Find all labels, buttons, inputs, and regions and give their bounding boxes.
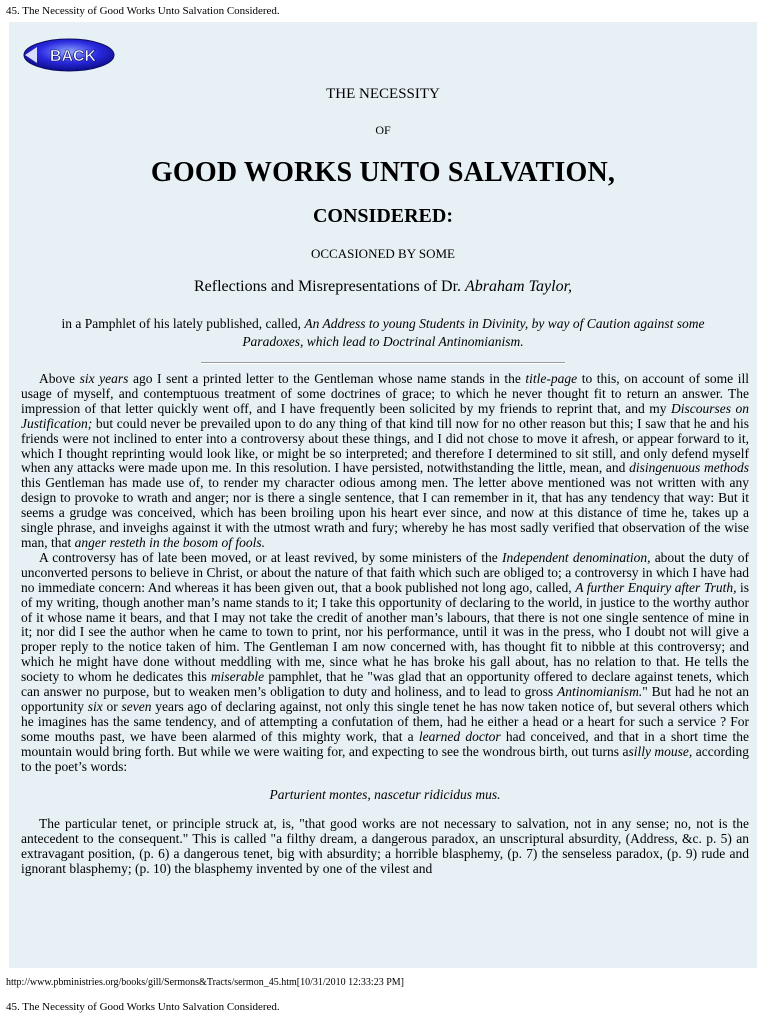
- back-button[interactable]: [23, 38, 115, 72]
- title-line-5: OCCASIONED BY SOME: [311, 246, 455, 261]
- footer-url: http://www.pbministries.org/books/gill/Sermons&Tracts/sermon_45.htm[10/31/2010 12:33:23 PM]: [6, 977, 404, 988]
- title-line-2: OF: [375, 123, 391, 137]
- latin-quote: Parturient montes, nascetur ridicidus mus.: [269, 787, 501, 803]
- paragraph-1: Above six years ago I sent a printed letter to the Gentleman whose name stands in the title-page to this, on account of some ill usage of myself, and contemptuous treatment of some doctrines of grace; to which he never thought fit to return an answer. The impression of that letter quickly went off, and I have frequently been solicited by my friends to reprint that, and my Discourses on Justification; but could never be prevailed upon to do any thing of that kind till now for no other reason but this; I saw that he and his friends were not inclined to enter into a controversy about these things, and I did not chose to move it afresh, or appear forward to it, which I thought reprinting would look like, or might be so interpreted; and therefore I determined to sit still, and only defend myself when any attacks were made upon me. In this resolution. I have persisted, notwithstanding the little, mean, and disingenuous methods this Gentleman has made use of, to render my character odious among men. The letter above mentioned was not written with any design to provoke to wrath and anger; nor is there a single sentence, that I can remember in it, that has any tendency that way: But it seems a grudge was conceived, which has been broiling upon his heart ever since, and now at this distance of time he, takes up a single phrase, and inveighs against it with the utmost wrath and fury; whereby he has most sadly verified that observation of the wise man, that anger resteth in the bosom of fools.: [21, 371, 749, 550]
- title-line-7: in a Pamphlet of his lately published, called, An Address to young Students in Divinity, by way of Caution against some Paradoxes, which lead to Doctrinal Antinomianism.: [61, 316, 705, 349]
- body-text: [21, 372, 749, 877]
- print-header: 45. The Necessity of Good Works Unto Salvation Considered.: [6, 5, 280, 17]
- back-button-label: BACK: [49, 48, 97, 65]
- paragraph-3: The particular tenet, or principle struck at, is, "that good works are not necessary to salvation, not in any sense; no, not is the antecedent to the consequent." This is called "a filthy dream, a dangerous paradox, an unscriptural absurdity, (Address, &c. p. 5) an extravagant position, (p. 6) a dangerous tenet, big with absurdity; a horrible blasphemy, (p. 7) the senseless paradox, (p. 9) rude and ignorant blasphemy; (p. 10) the blasphemy invented by one of the vilest and: [21, 816, 749, 877]
- title-line-1: THE NECESSITY: [326, 86, 440, 102]
- horizontal-rule: [201, 362, 565, 364]
- back-button-icon: [23, 38, 115, 72]
- title-line-6: Reflections and Misrepresentations of Dr. Abraham Taylor,: [193, 278, 573, 295]
- main-title: GOOD WORKS UNTO SALVATION,: [150, 157, 616, 188]
- subtitle-considered: CONSIDERED:: [312, 205, 454, 227]
- footer-title: 45. The Necessity of Good Works Unto Salvation Considered.: [6, 1001, 280, 1013]
- page-content-panel: [9, 22, 757, 968]
- paragraph-2: A controversy has of late been moved, or at least revived, by some ministers of the Independent denomination, about the duty of unconverted persons to believe in Christ, or about the nature of that faith which such are obliged to; a controversy in which I have had no immediate concern: And whereas it has been given out, that a book published not long ago, called, A further Enquiry after Truth, is of my writing, though another man’s name stands to it; I take this opportunity of declaring to the world, in justice to the worthy author of it whose name it bears, and that I may not take the credit of another man’s labours, that there is not one single sentence of mine in it; nor did I see the author when he came to town to print, nor his performance, until it was in the press, who I doubt not will give a proper reply to the notice taken of him. The Gentleman I am now concerned with, has thought fit to nibble at this controversy; and which he might have done without meddling with me, since what he has broke his gall about, has no relation to that. He tells the society to whom he dedicates this miserable pamphlet, that he "was glad that an opportunity offered to declare against tenets, which can answer no purpose, but to weaken men’s obligation to duty and holiness, and to lead to gross Antinomianism." But had he not an opportunity six or seven years ago of declaring against, not only this single tenet he has now taken notice of, but several others which he imagines has the same tendency, and of attempting a confutation of them, had he either a head or a heart for such a service ? For some mouths past, we have been alarmed of this mighty work, that a learned doctor had conceived, and that in a short time the mountain would bring forth. But while we were waiting for, and expecting to see the wondrous birth, out turns asilly mouse, according to the poet’s words:: [21, 549, 750, 774]
